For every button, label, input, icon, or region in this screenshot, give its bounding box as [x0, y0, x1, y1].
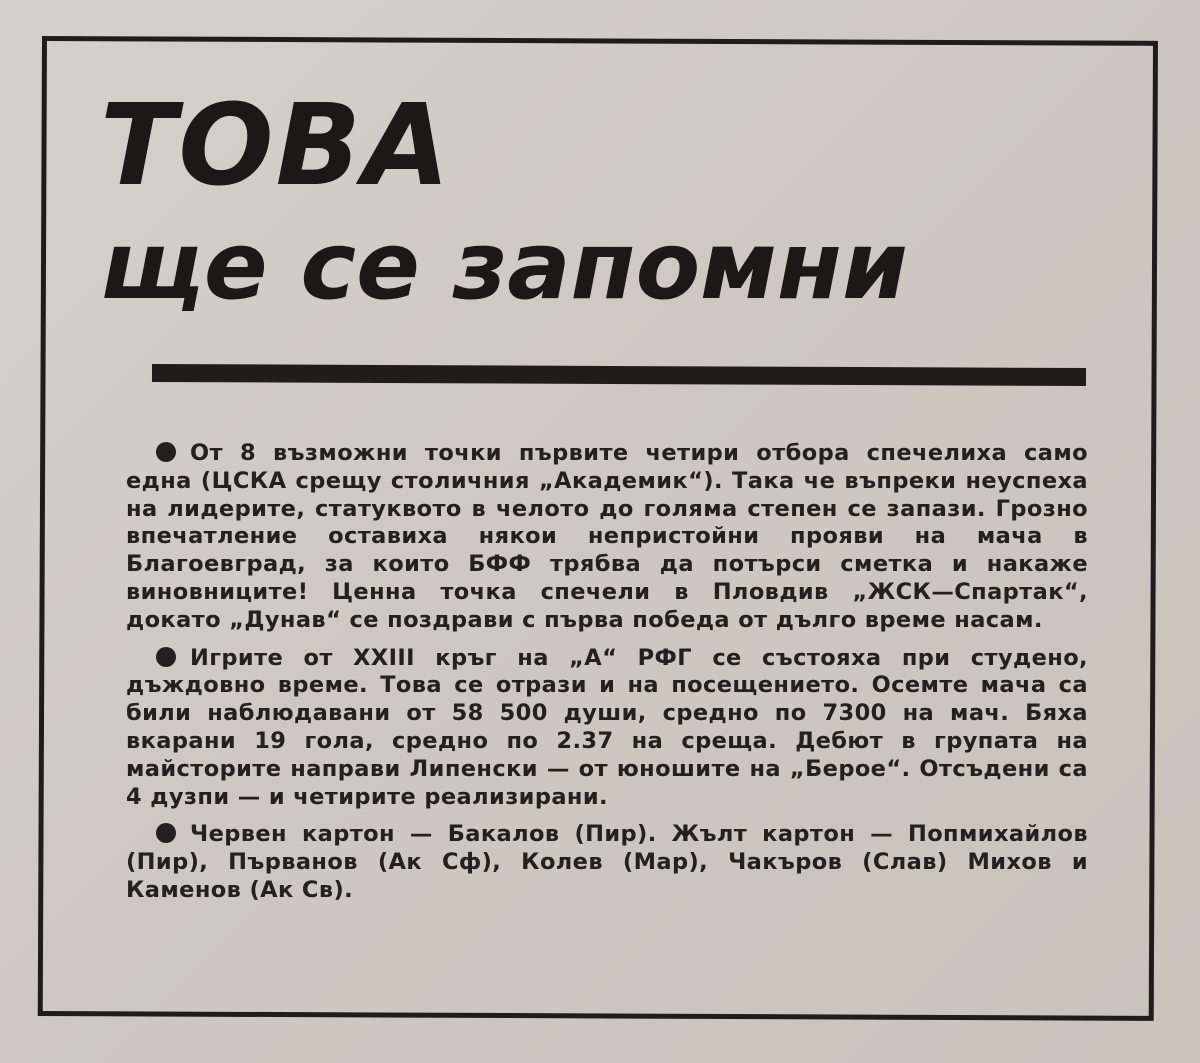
article-paragraph-1 [126, 440, 1088, 635]
article-body [126, 440, 1088, 915]
paragraph-text: От 8 възможни точки първите четири отбора спечелиха само една (ЦСКА срещу столичния „Академик“). Така че въпреки неуспеха на лидерите, статуквото в челото до голяма степен се запази. Грозно впечатление оставиха някои непристойни прояви на мача в Благоевград, за които БФФ трябва да потърси сметка и накаже виновниците! Ценна точка спечели в Пловдив „ЖСК—Спартак“, докато „Дунав“ се поздрави с първа победа от дълго време насам. [126, 440, 1088, 633]
headline [100, 81, 908, 321]
bullet-icon [156, 442, 176, 462]
headline-line-1: ТОВА [100, 81, 452, 211]
article-paragraph-3 [126, 821, 1088, 904]
paragraph-text: Червен картон — Бакалов (Пир). Жълт картон — Попмихайлов (Пир), Първанов (Ак Сф), Колев (Мар), Чакъров (Слав) Михов и Каменов (Ак Св). [126, 821, 1088, 903]
paragraph-text: Игрите от XXIII кръг на „А“ РФГ се състояха при студено, дъждовно време. Това се отрази и на посещението. Осемте мача са били наблюдавани от 58 500 души, средно по 7300 на мач. Бяха вкарани 19 гола, средно по 2.37 на среща. Дебют в групата на майсторите направи Липенски — от юношите на „Берое“. Отсъдени са 4 дузпи — и четирите реализирани. [126, 644, 1088, 810]
headline-line-2: ще се запомни [100, 212, 908, 321]
bullet-icon [156, 823, 176, 843]
article-paragraph-2 [126, 645, 1088, 812]
bullet-icon [156, 647, 176, 667]
